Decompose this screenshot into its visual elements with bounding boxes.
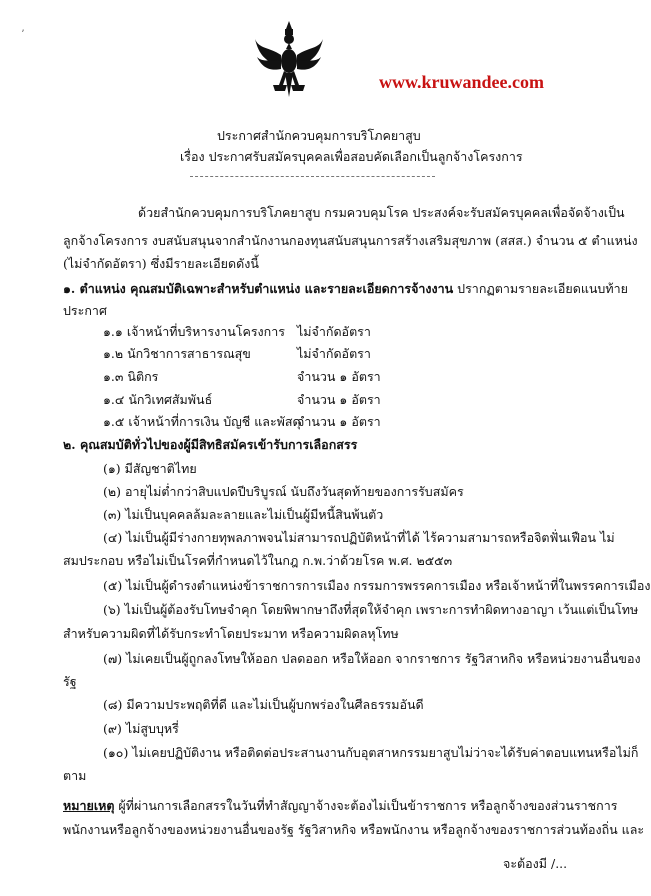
note-label: หมายเหตุ <box>63 798 115 813</box>
qualification-line: (๑) มีสัญชาติไทย <box>103 461 197 476</box>
announcement-subject: เรื่อง ประกาศรับสมัครบุคคลเพื่อสอบคัดเลือกเป็นลูกจ้างโครงการ <box>180 149 523 164</box>
intro-line: ด้วยสำนักควบคุมการบริโภคยาสูบ กรมควบคุมโรค ประสงค์จะรับสมัครบุคคลเพื่อจัดจ้างเป็น <box>138 205 625 220</box>
qualification-line: (๖) ไม่เป็นผู้ต้องรับโทษจำคุก โดยพิพากษาถึงที่สุดให้จำคุก เพราะการทำผิดทางอาญา เว้นแต่เป็นโทษ <box>103 602 639 617</box>
position-row <box>103 346 503 362</box>
qualification-line: ตาม <box>63 768 87 783</box>
position-quota: ไม่จำกัดอัตรา <box>297 324 371 339</box>
position-name: ๑.๔ นักวิเทศสัมพันธ์ <box>103 392 213 407</box>
position-row <box>103 414 503 430</box>
qualification-line: (๓) ไม่เป็นบุคคลล้มละลายและไม่เป็นผู้มีหนี้สินพ้นตัว <box>103 507 384 522</box>
section2-heading: ๒. คุณสมบัติทั่วไปของผู้มีสิทธิสมัครเข้ารับการเลือกสรร <box>63 437 358 452</box>
qualification-line: สำหรับความผิดที่ได้รับกระทำโดยประมาท หรือความผิดลหุโทษ <box>63 626 399 641</box>
heading-divider <box>190 176 435 177</box>
position-quota: จำนวน ๑ อัตรา <box>297 414 381 429</box>
qualification-line: รัฐ <box>63 674 77 689</box>
intro-line: ลูกจ้างโครงการ งบสนับสนุนจากสำนักงานกองทุนสนับสนุนการสร้างเสริมสุขภาพ (สสส.) จำนวน ๕ ตำแหน่ง <box>63 233 638 248</box>
qualification-line: (๑๐) ไม่เคยปฏิบัติงาน หรือติดต่อประสานงานกับอุตสาหกรรมยาสูบไม่ว่าจะได้รับค่าตอบแทนหรือไม่ก็ <box>103 745 639 760</box>
position-row <box>103 369 503 385</box>
qualification-line: (๒) อายุไม่ต่ำกว่าสิบแปดปีบริบูรณ์ นับถึงวันสุดท้ายของการรับสมัคร <box>103 484 464 499</box>
position-name: ๑.๓ นิติกร <box>103 369 159 384</box>
qualification-line: (๘) มีความประพฤติที่ดี และไม่เป็นผู้บกพร่องในศีลธรรมอันดี <box>103 697 424 712</box>
position-row <box>103 324 503 340</box>
position-row <box>103 392 503 408</box>
scan-mark: ʼ <box>21 29 25 40</box>
note-text: ผู้ที่ผ่านการเลือกสรรในวันที่ทำสัญญาจ้างจะต้องไม่เป็นข้าราชการ หรือลูกจ้างของส่วนราชการ <box>114 798 618 813</box>
position-quota: จำนวน ๑ อัตรา <box>297 369 381 384</box>
position-name: ๑.๒ นักวิชาการสาธารณสุข <box>103 346 251 361</box>
position-name: ๑.๑ เจ้าหน้าที่บริหารงานโครงการ <box>103 324 285 339</box>
garuda-emblem-icon <box>253 19 325 99</box>
section1-heading-bold: ๑. ตำแหน่ง คุณสมบัติเฉพาะสำหรับตำแหน่ง และรายละเอียดการจ้างงาน <box>63 281 454 296</box>
qualification-line: (๔) ไม่เป็นผู้มีร่างกายทุพลภาพจนไม่สามารถปฏิบัติหน้าที่ได้ ไร้ความสามารถหรือจิตฟั่นเฟือน ไม่ <box>103 530 615 545</box>
qualification-line: (๙) ไม่สูบบุหรี่ <box>103 721 179 736</box>
section1-heading <box>63 281 628 297</box>
qualification-line: (๕) ไม่เป็นผู้ดำรงตำแหน่งข้าราชการการเมือง กรรมการพรรคการเมือง หรือเจ้าหน้าที่ในพรรคการเมือง <box>103 578 651 593</box>
qualification-line: (๗) ไม่เคยเป็นผู้ถูกลงโทษให้ออก ปลดออก หรือให้ออก จากราชการ รัฐวิสาหกิจ หรือหน่วยงานอื่นของ <box>103 651 641 666</box>
note-line <box>63 798 617 814</box>
watermark-text: www.kruwandee.com <box>379 72 544 92</box>
continued-marker: จะต้องมี /... <box>503 856 568 871</box>
section1-heading-cont: ประกาศ <box>63 303 107 318</box>
section1-heading-rest: ปรากฏตามรายละเอียดแนบท้าย <box>453 281 628 296</box>
position-quota: จำนวน ๑ อัตรา <box>297 392 381 407</box>
position-quota: ไม่จำกัดอัตรา <box>297 346 371 361</box>
announcer-title: ประกาศสำนักควบคุมการบริโภคยาสูบ <box>217 128 421 143</box>
note-line: พนักงานหรือลูกจ้างของหน่วยงานอื่นของรัฐ รัฐวิสาหกิจ หรือพนักงาน หรือลูกจ้างของราชการส่วนท้องถิ่น และ <box>63 822 645 837</box>
qualification-line: สมประกอบ หรือไม่เป็นโรคที่กำหนดไว้ในกฎ ก.พ.ว่าด้วยโรค พ.ศ. ๒๕๕๓ <box>63 553 453 568</box>
intro-line: (ไม่จำกัดอัตรา) ซึ่งมีรายละเอียดดังนี้ <box>63 256 259 271</box>
position-name: ๑.๕ เจ้าหน้าที่การเงิน บัญชี และพัสดุ <box>103 414 301 429</box>
